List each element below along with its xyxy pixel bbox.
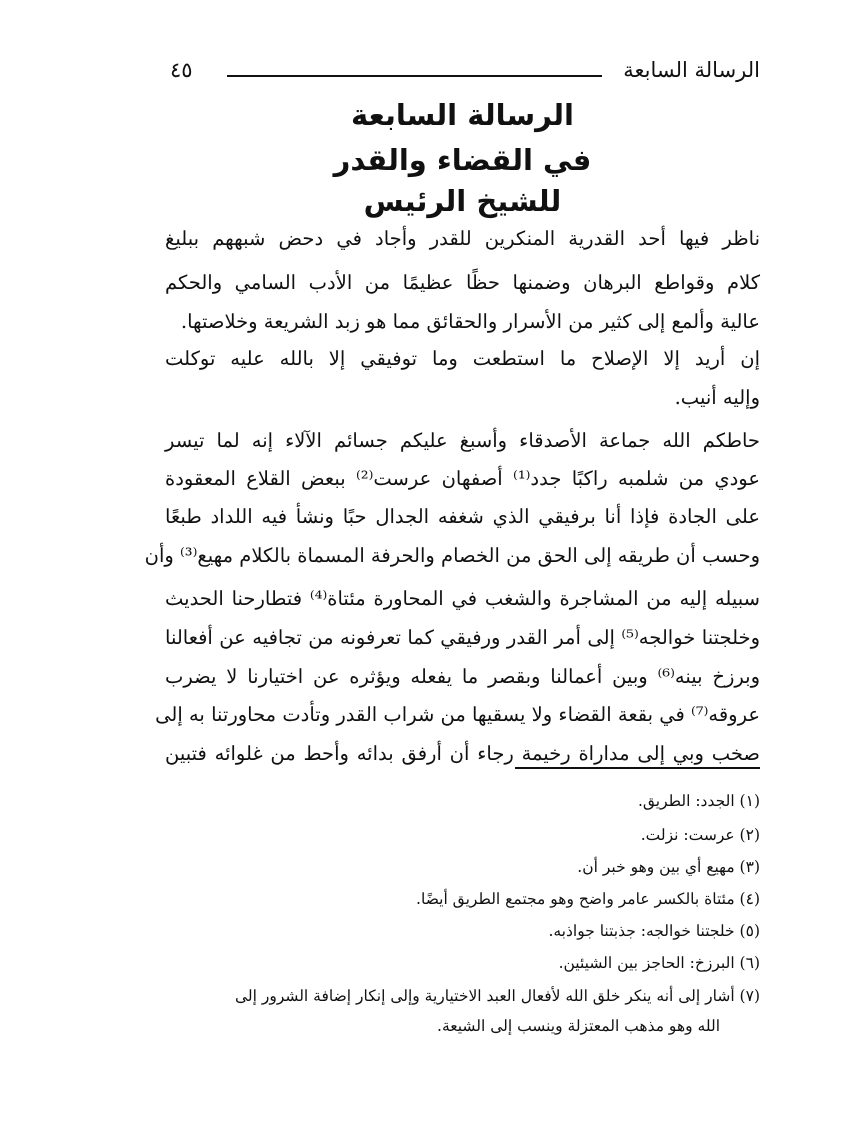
footnote: (١) الجدد: الطريق. xyxy=(637,792,760,810)
footnote: (٥) خلجتنا خوالجه: جذبتنا جواذبه. xyxy=(548,922,760,940)
body-line: على الجادة فإذا أنا برفيقي الذي شغفه الجدال حبًا ونشأ فيه اللداد طبعًا xyxy=(165,505,760,528)
footnote: (٧) أشار إلى أنه ينكر خلق الله لأفعال العبد الاختيارية وإلى إنكار إضافة الشرور إلى xyxy=(234,987,760,1005)
footnote: (٤) مئتاة بالكسر عامر واضح وهو مجتمع الطريق أيضًا. xyxy=(416,890,760,908)
footnote: (٣) مهيع أي بين وهو خبر أن. xyxy=(577,858,760,876)
footnote-separator xyxy=(515,767,760,769)
footnote: (٢) عرست: نزلت. xyxy=(640,826,760,844)
chapter-subtitle: في القضاء والقدر xyxy=(333,143,592,177)
body-line: إن أريد إلا الإصلاح ما استطعت وما توفيقي إلا بالله عليه توكلت xyxy=(165,347,760,370)
body-line: سبيله إليه من المشاجرة والشغب في المحاورة مئتاة⁽⁴⁾ فتطارحنا الحديث xyxy=(165,587,760,610)
page-number: ٤٥ xyxy=(170,58,193,82)
running-header-title: الرسالة السابعة xyxy=(623,58,760,82)
header-rule xyxy=(227,75,602,77)
body-line: وحسب أن طريقه إلى الحق من الخصام والحرفة المسماة بالكلام مهيع⁽³⁾ وأن xyxy=(144,544,760,567)
body-line: عروقه⁽⁷⁾ في بقعة القضاء ولا يسقيها من شراب القدر وتأدت محاورتنا به إلى xyxy=(155,703,760,726)
body-line: وإليه أنيب. xyxy=(674,386,760,409)
body-line: عالية وألمع إلى كثير من الأسرار والحقائق مما هو زبد الشريعة وخلاصتها. xyxy=(180,310,760,333)
body-line: وبرزخ بينه⁽⁶⁾ وبين أعمالنا وبقصر ما يفعله ويؤثره عن اختيارنا لا يضرب xyxy=(165,665,760,688)
body-line: حاطكم الله جماعة الأصدقاء وأسبغ عليكم جسائم الآلاء إنه لما تيسر xyxy=(165,429,760,452)
body-line: كلام وقواطع البرهان وضمنها حظًا عظيمًا من الأدب السامي والحكم xyxy=(165,271,760,294)
footnote-continuation: الله وهو مذهب المعتزلة وينسب إلى الشيعة. xyxy=(437,1017,720,1035)
running-header xyxy=(165,56,760,92)
body-line: عودي من شلمبه راكبًا جدد⁽¹⁾ أصفهان عرست⁽²⁾ ببعض القلاع المعقودة xyxy=(165,467,761,490)
footnote: (٦) البرزخ: الحاجز بين الشيئين. xyxy=(558,954,760,972)
chapter-title: الرسالة السابعة xyxy=(351,98,574,132)
body-line: صخب وبي إلى مداراة رخيمة رجاء أن أرفق بدائه وأحط من غلوائه فتبين xyxy=(165,742,760,765)
chapter-author: للشيخ الرئيس xyxy=(363,184,562,218)
body-line: وخلجتنا خوالجه⁽⁵⁾ إلى أمر القدر ورفيقي كما تعرفونه من تجافيه عن أفعالنا xyxy=(165,626,760,649)
body-line: ناظر فيها أحد القدرية المنكرين للقدر وأجاد في دحض شبههم ببليغ xyxy=(165,227,760,250)
